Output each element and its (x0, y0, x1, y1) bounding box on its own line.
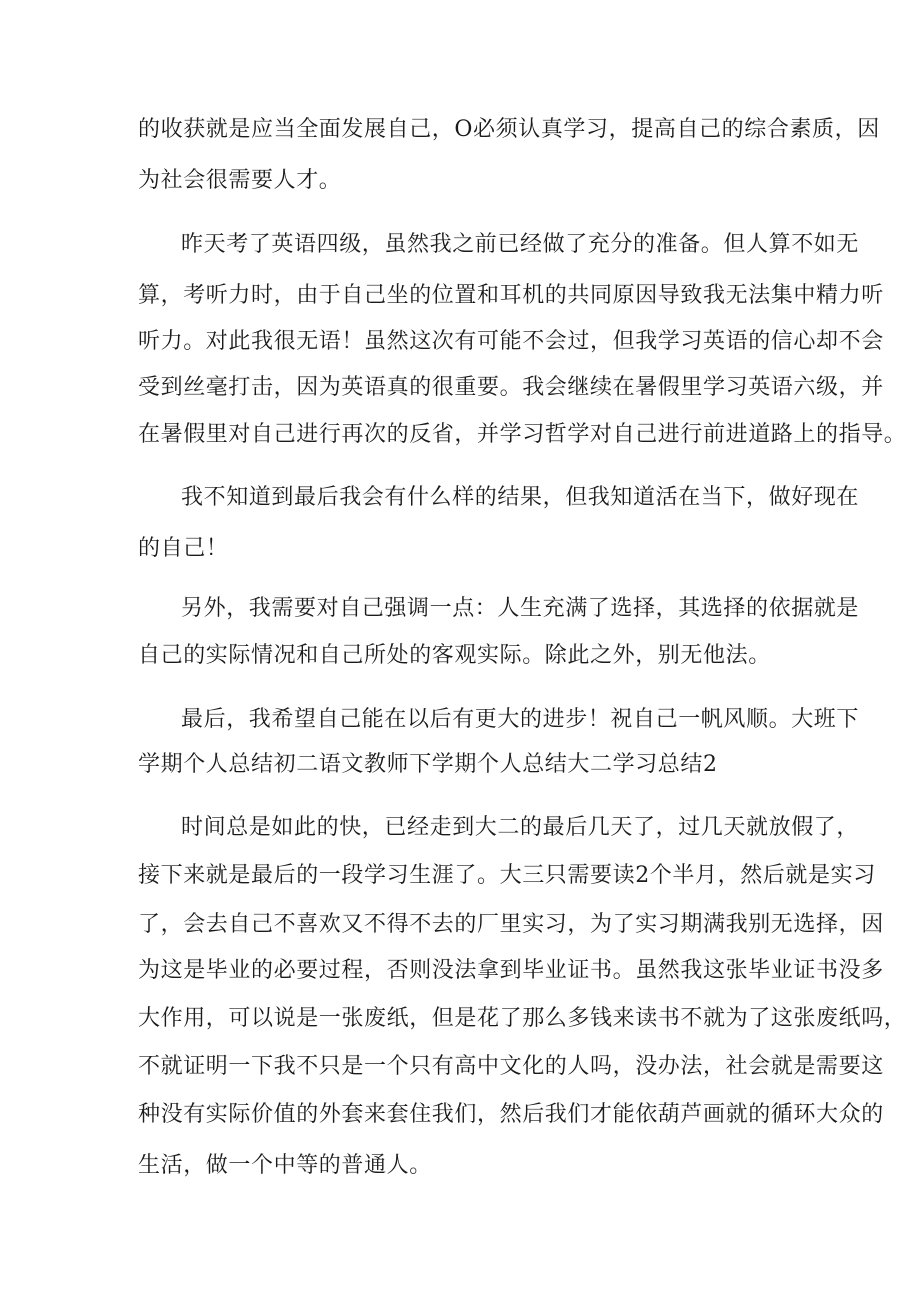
paragraph-line: 最后，我希望自己能在以后有更大的进步！祝自己一帆风顺。大班下 (181, 707, 860, 732)
paragraph-line: 受到丝毫打击，因为英语真的很重要。我会继续在暑假里学习英语六级，并 (138, 375, 884, 400)
paragraph-line: 为社会很需要人才。 (138, 168, 342, 193)
paragraph-line: 种没有实际价值的外套来套住我们，然后我们才能依葫芦画就的循环大众的 (138, 1102, 884, 1127)
paragraph-line: 时间总是如此的快，已经走到大二的最后几天了，过几天就放假了， (181, 815, 860, 840)
paragraph-line: 的收获就是应当全面发展自己，O必须认真学习，提高自己的综合素质，因 (138, 117, 880, 142)
paragraph-line: 学期个人总结初二语文教师下学期个人总结大二学习总结2 (138, 752, 718, 777)
paragraph-line: 自己的实际情况和自己所处的客观实际。除此之外，别无他法。 (138, 643, 771, 668)
paragraph-line: 的自己！ (138, 536, 229, 561)
paragraph-line: 算，考听力时，由于自己坐的位置和耳机的共同原因导致我无法集中精力听 (138, 283, 884, 308)
paragraph-line: 在暑假里对自己进行再次的反省，并学习哲学对自己进行前进道路上的指导。 (138, 422, 907, 447)
paragraph-line: 为这是毕业的必要过程，否则没法拿到毕业证书。虽然我这张毕业证书没多 (138, 958, 884, 983)
paragraph-line: 大作用，可以说是一张废纸，但是花了那么多钱来读书不就为了这张废纸吗， (138, 1006, 907, 1031)
paragraph-line: 生活，做一个中等的普通人。 (138, 1153, 432, 1178)
paragraph-line: 昨天考了英语四级，虽然我之前已经做了充分的准备。但人算不如无 (181, 232, 860, 257)
paragraph-line: 不就证明一下我不只是一个只有高中文化的人吗，没办法，社会就是需要这 (138, 1054, 884, 1079)
paragraph-line: 我不知道到最后我会有什么样的结果，但我知道活在当下，做好现在 (181, 485, 860, 510)
paragraph-line: 接下来就是最后的一段学习生涯了。大三只需要读2个半月，然后就是实习 (138, 863, 876, 888)
paragraph-line: 另外，我需要对自己强调一点：人生充满了选择，其选择的依据就是 (181, 596, 860, 621)
paragraph-line: 听力。对此我很无语！虽然这次有可能不会过，但我学习英语的信心却不会 (138, 329, 884, 354)
paragraph-line: 了，会去自己不喜欢又不得不去的厂里实习，为了实习期满我别无选择，因 (138, 912, 884, 937)
